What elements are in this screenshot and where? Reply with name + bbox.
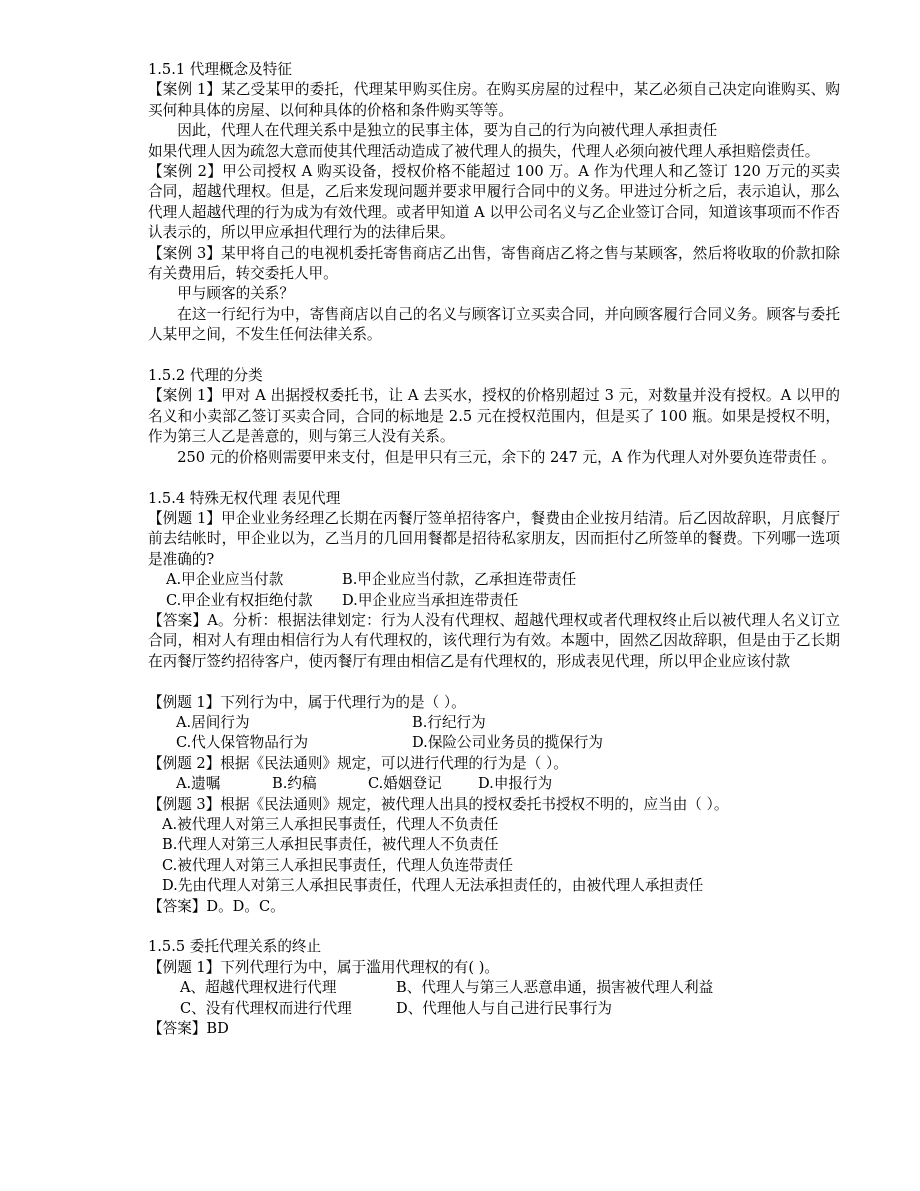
option-c: C.甲企业有权拒绝付款 bbox=[166, 591, 313, 609]
option-b: B.甲企业应当付款，乙承担连带责任 bbox=[342, 571, 577, 589]
option-a: A.甲企业应当付款 bbox=[166, 571, 284, 589]
option-b: B.行纪行为 bbox=[412, 713, 486, 731]
classification-case-1-note: 250 元的价格则需要甲来支付，但是甲只有三元，余下的 247 元，A 作为代理人对外要负连带责任 。 bbox=[177, 448, 836, 466]
case-1-note-2: 如果代理人因为疏忽大意而使其代理活动造成了被代理人的损失，代理人必须向被代理人承担赔偿责任。 bbox=[148, 142, 820, 160]
option-a: A.居间行为 bbox=[176, 713, 250, 731]
section-title-1-5-4: 1.5.4 特殊无权代理 表见代理 bbox=[148, 489, 341, 507]
case-3-text: 【案例 3】某甲将自己的电视机委托寄售商店乙出售，寄售商店乙将之售与某顾客，然后将收取的价款扣除有关费用后，转交委托人甲。 bbox=[148, 244, 840, 283]
case-1-text: 【案例 1】某乙受某甲的委托，代理某甲购买住房。在购买房屋的过程中，某乙必须自己决定向谁购买、购买何种具体的房屋、以何种具体的价格和条件购买等等。 bbox=[148, 81, 840, 119]
exercise-1-options-row-1 bbox=[148, 713, 840, 733]
exercise-3-question: 【例题 3】根据《民法通则》规定，被代理人出具的授权委托书授权不明的，应当由（ ）。 bbox=[148, 795, 729, 813]
exercise-3-option-a: A.被代理人对第三人承担民事责任，代理人不负责任 bbox=[162, 815, 499, 833]
case-2-text: 【案例 2】甲公司授权 A 购买设备，授权价格不能超过 100 万。A 作为代理人和乙签订 120 万元的买卖合同，超越代理权。但是，乙后来发现问题并要求甲履行合同中的义务。甲进过分析之后，表示追认，那么代理人超越代理的行为成为有效代理。或者甲知道 A 以甲公司名义与乙企业签订合同，知道该事项而不作否认表示的，所以甲应承担代理行为的法律后果。 bbox=[148, 163, 840, 242]
exercises-answer: 【答案】D。D。C。 bbox=[148, 897, 285, 915]
case-1-note-1: 因此，代理人在代理关系中是独立的民事主体，要为自己的行为向被代理人承担责任 bbox=[177, 122, 718, 140]
termination-options-row-2 bbox=[148, 999, 840, 1019]
exercise-3-option-c: C.被代理人对第三人承担民事责任，代理人负连带责任 bbox=[162, 856, 513, 874]
apparent-agency-question: 【例题 1】甲企业业务经理乙长期在丙餐厅签单招待客户，餐费由企业按月结清。后乙因故辞职，月底餐厅前去结帐时，甲企业以为，乙当月的几回用餐都是招待私家朋友，因而拒付乙所签单的餐费。下列哪一选项是准确的? bbox=[148, 509, 840, 568]
option-a: A.遗嘱 bbox=[176, 775, 221, 793]
termination-options-row-1 bbox=[148, 978, 840, 998]
exercise-1-options-row-2 bbox=[148, 733, 840, 753]
classification-case-1: 【案例 1】甲对 A 出据授权委托书，让 A 去买水，授权的价格别超过 3 元，对数量并没有授权。A 以甲的名义和小卖部乙签订买卖合同，合同的标地是 2.5 元在授权范围内，但是买了 100 瓶。如果是授权不明，作为第三人乙是善意的，则与第三人没有关系。 bbox=[148, 387, 840, 446]
section-title-1-5-2: 1.5.2 代理的分类 bbox=[148, 367, 263, 385]
apparent-agency-answer: 【答案】A。分析：根据法律划定：行为人没有代理权、超越代理权或者代理权终止后以被代理人名义订立合同，相对人有理由相信行为人有代理权的，该代理行为有效。本题中，固然乙因故辞职，但是由于乙长期在丙餐厅签约招待客户，使丙餐厅有理由相信乙是有代理权的，形成表见代理，所以甲企业应该付款 bbox=[148, 611, 840, 670]
option-c: C.婚姻登记 bbox=[368, 775, 442, 793]
section-title-1-5-1: 1.5.1 代理概念及特征 bbox=[148, 61, 292, 78]
termination-question: 【例题 1】下列代理行为中，属于滥用代理权的有( )。 bbox=[148, 958, 500, 976]
option-d: D.申报行为 bbox=[478, 775, 553, 793]
apparent-agency-options-row-2 bbox=[148, 591, 840, 611]
exercise-2-question: 【例题 2】根据《民法通则》规定，可以进行代理的行为是（ ）。 bbox=[148, 754, 568, 772]
option-c: C、没有代理权而进行代理 bbox=[180, 999, 352, 1017]
exercise-1-question: 【例题 1】下列行为中，属于代理行为的是（ ）。 bbox=[148, 693, 466, 711]
exercise-2-options bbox=[148, 774, 840, 794]
apparent-agency-options-row-1 bbox=[148, 570, 840, 590]
exercise-3-option-d: D.先由代理人对第三人承担民事责任，代理人无法承担责任的，由被代理人承担责任 bbox=[162, 877, 704, 895]
option-b: B、代理人与第三人恶意串通，损害被代理人利益 bbox=[396, 979, 714, 997]
option-d: D、代理他人与自己进行民事行为 bbox=[396, 999, 613, 1017]
option-c: C.代人保管物品行为 bbox=[176, 734, 309, 752]
option-d: D.保险公司业务员的揽保行为 bbox=[412, 734, 603, 752]
exercise-3-option-b: B.代理人对第三人承担民事责任，被代理人不负责任 bbox=[162, 836, 499, 854]
option-a: A、超越代理权进行代理 bbox=[180, 979, 337, 997]
case-3-answer: 在这一行纪行为中，寄售商店以自己的名义与顾客订立买卖合同，并向顾客履行合同义务。顾客与委托人某甲之间，不发生任何法律关系。 bbox=[148, 305, 840, 344]
option-b: B.约稿 bbox=[272, 775, 317, 793]
option-d: D.甲企业应当承担连带责任 bbox=[342, 591, 519, 609]
section-title-1-5-5: 1.5.5 委托代理关系的终止 bbox=[148, 938, 322, 956]
case-3-question: 甲与顾客的关系？ bbox=[177, 285, 294, 303]
termination-answer: 【答案】BD bbox=[148, 1020, 229, 1038]
